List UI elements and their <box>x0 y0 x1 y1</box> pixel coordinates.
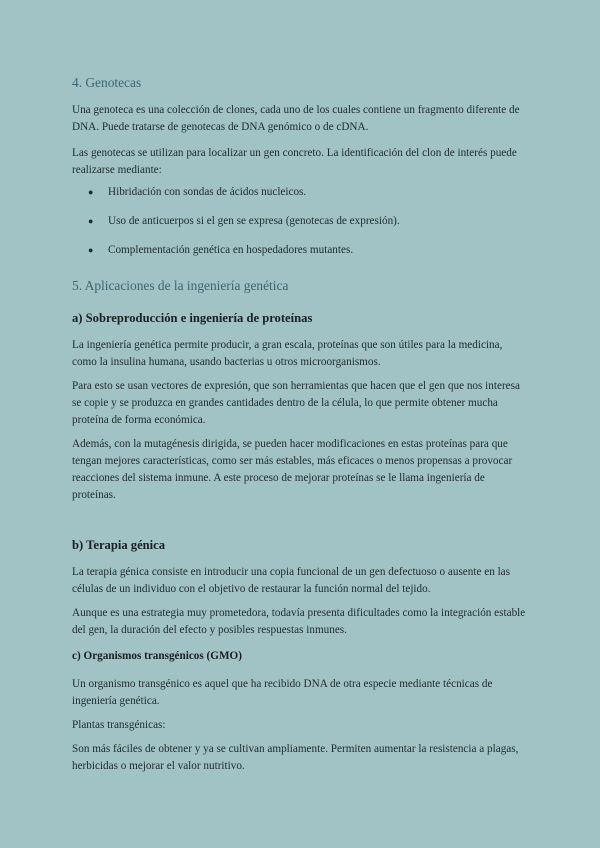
bullet-icon: ● <box>88 187 94 197</box>
list-item: ● Uso de anticuerpos si el gen se expresa (genotecas de expresión). <box>72 213 528 230</box>
subsection-b-title: b) Terapia génica <box>72 538 166 552</box>
section-4-bullet-list <box>72 184 528 259</box>
section-4-paragraph-2: Las genotecas se utilizan para localizar un gen concreto. La identificación del clon de interés puede realizarse mediante: <box>72 147 517 176</box>
subsection-a-title: a) Sobreproducción e ingeniería de proteínas <box>72 311 313 325</box>
section-4-title: 4. Genotecas <box>72 75 142 90</box>
subsection-a-paragraph-3: Además, con la mutagénesis dirigida, se pueden hacer modificaciones en estas proteínas para que tengan mejores características, como ser más estables, más eficaces o menos propensas a provocar reacciones del sistema inmune. A este proceso de mejorar proteínas se le llama ingeniería de proteínas. <box>72 438 513 501</box>
subsection-b-paragraph-2: Aunque es una estrategia muy prometedora, todavía presenta dificultades como la integración estable del gen, la duración del efecto y posibles respuestas inmunes. <box>72 607 526 636</box>
bullet-icon: ● <box>88 245 94 255</box>
subsection-a-paragraph-2: Para esto se usan vectores de expresión, que son herramientas que hacen que el gen que nos interesa se copie y se produzca en grandes cantidades dentro de la célula, lo que permite obtener mucha proteína de forma económica. <box>72 380 520 426</box>
subsection-c-paragraph-1: Un organismo transgénico es aquel que ha recibido DNA de otra especie mediante técnicas de ingeniería genética. <box>72 678 493 707</box>
bullet-icon: ● <box>88 216 94 226</box>
subsection-c-paragraph-3: Son más fáciles de obtener y ya se cultivan ampliamente. Permiten aumentar la resistencia a plagas, herbicidas o mejorar el valor nutritivo. <box>72 743 519 772</box>
section-5-title: 5. Aplicaciones de la ingeniería genética <box>72 278 289 293</box>
subsection-c-paragraph-2: Plantas transgénicas: <box>72 719 166 731</box>
list-item: ● Complementación genética en hospedadores mutantes. <box>72 242 528 259</box>
list-item: ● Hibridación con sondas de ácidos nucleicos. <box>72 184 528 201</box>
subsection-a-paragraph-1: La ingeniería genética permite producir, a gran escala, proteínas que son útiles para la medicina, como la insulina humana, usando bacterias u otros microorganismos. <box>72 339 503 368</box>
subsection-b-paragraph-1: La terapia génica consiste en introducir una copia funcional de un gen defectuoso o ausente en las células de un individuo con el objetivo de restaurar la función normal del tejido. <box>72 566 511 595</box>
section-4-paragraph-1: Una genoteca es una colección de clones, cada uno de los cuales contiene un fragmento diferente de DNA. Puede tratarse de genotecas de DNA genómico o de cDNA. <box>72 104 520 133</box>
subsection-c-title: c) Organismos transgénicos (GMO) <box>72 650 242 662</box>
